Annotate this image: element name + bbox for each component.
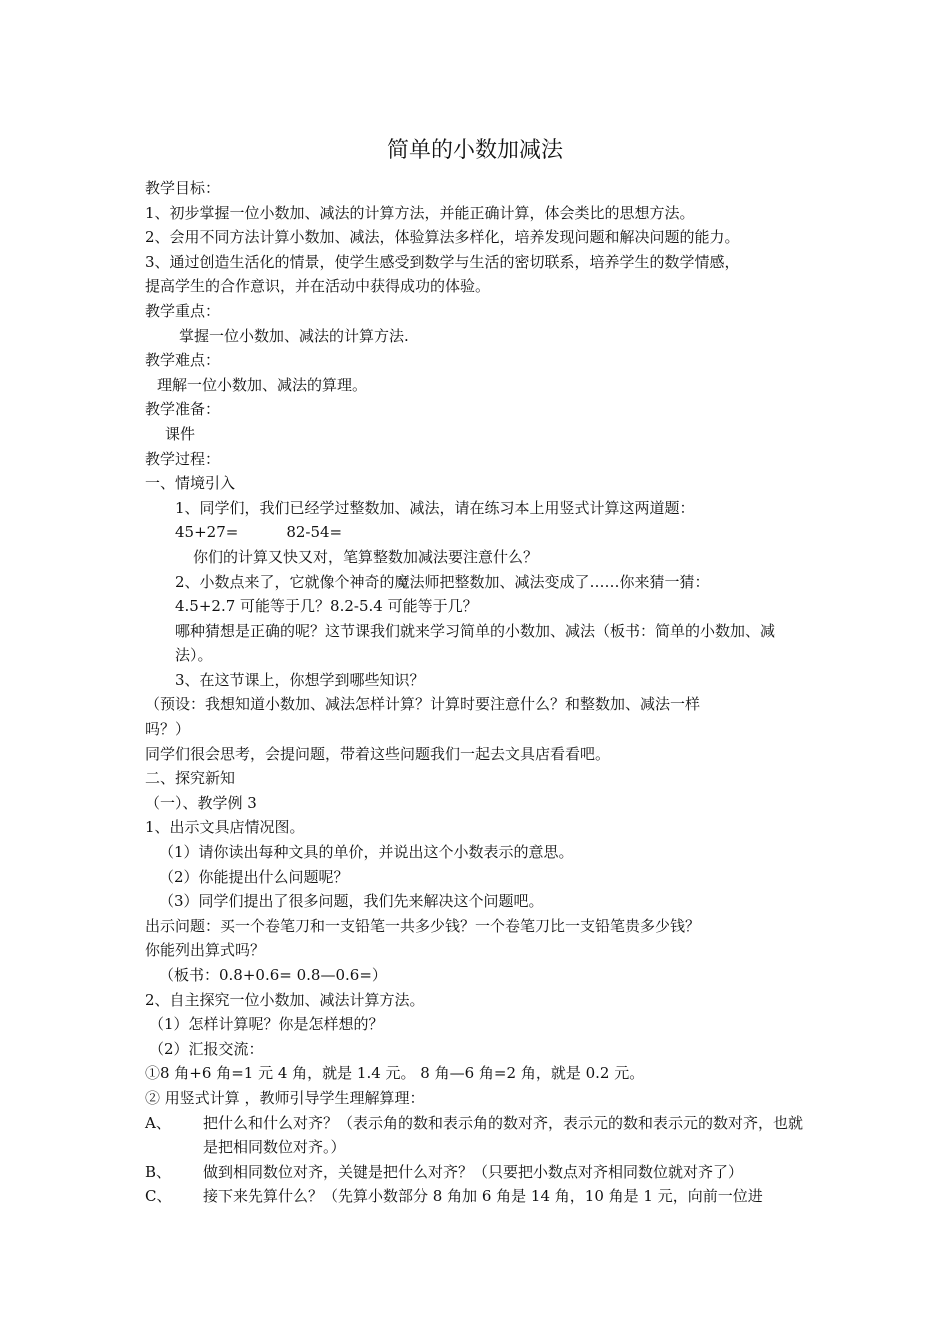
- section-2-item-2: 2、自主探究一位小数加、减法计算方法。: [145, 990, 425, 1009]
- section-2-calc-2: ② 用竖式计算 ，教师引导学生理解算理：: [145, 1088, 425, 1107]
- goal-3-line-1: 3、通过创造生活化的情景，使学生感受到数学与生活的密切联系，培养学生的数学情感，: [145, 252, 740, 271]
- section-2-item-1: 1、出示文具店情况图。: [145, 818, 305, 837]
- section-1-item-3: 3、在这节课上，你想学到哪些知识？: [175, 670, 425, 689]
- list-item-a-key: A、: [145, 1113, 171, 1132]
- section-2-item-1b: （2）你能提出什么问题呢？: [159, 867, 349, 886]
- goal-2: 2、会用不同方法计算小数加、减法，体验算法多样化，培养发现问题和解决问题的能力。: [145, 228, 740, 247]
- section-2-calc-1: ①8 角+6 角=1 元 4 角，就是 1.4 元。 8 角—6 角=2 角，就是 0.2 元。: [145, 1064, 645, 1083]
- section-1-item-2: 2、小数点来了，它就像个神奇的魔法师把整数加、减法变成了……你来猜一猜：: [175, 572, 710, 591]
- list-item-b-text: 做到相同数位对齐，关键是把什么对齐？（只要把小数点对齐相同数位就对齐了）: [203, 1162, 744, 1181]
- section-2-item-1c: （3）同学们提出了很多问题，我们先来解决这个问题吧。: [159, 892, 544, 911]
- list-item-c-key: C、: [145, 1187, 172, 1206]
- expression-row: [145, 520, 810, 545]
- list-item-c-text: 接下来先算什么？（先算小数部分 8 角加 6 角是 14 角，10 角是 1 元，向前一位进: [203, 1187, 763, 1206]
- section-1-preset-line-1: （预设：我想知道小数加、减法怎样计算？计算时要注意什么？和整数加、减法一样: [145, 695, 701, 714]
- section-1-heading: 一、情境引入: [145, 474, 236, 493]
- section-1-question: 你们的计算又快又对，笔算整数加减法要注意什么？: [193, 547, 539, 566]
- heading-process: 教学过程：: [145, 449, 221, 468]
- expression-b: 82-54=: [286, 523, 343, 542]
- list-item-a: [145, 1111, 810, 1160]
- document-title: 简单的小数加减法: [386, 138, 563, 163]
- section-2-item-1a: （1）请你读出每种文具的单价，并说出这个小数表示的意思。: [159, 843, 574, 862]
- section-2-subheading: （一）、教学例 3: [145, 793, 257, 812]
- key-point: 掌握一位小数加、减法的计算方法.: [179, 326, 409, 345]
- section-1-item-2-note: 哪种猜想是正确的呢？这节课我们就来学习简单的小数加、减法（板书：简单的小数加、减法）。: [175, 621, 776, 665]
- list-item-a-text: 把什么和什么对齐？（表示角的数和表示角的数对齐，表示元的数和表示元的数对齐，也就是把相同数位对齐。）: [203, 1113, 804, 1157]
- section-1-item-2-guess: 4.5+2.7 可能等于几？8.2-5.4 可能等于几？: [175, 597, 478, 616]
- section-1-closing: 同学们很会思考，会提问题，带着这些问题我们一起去文具店看看吧。: [145, 744, 611, 763]
- section-1-preset-line-2: 吗？）: [145, 720, 191, 739]
- heading-key-points: 教学重点：: [145, 301, 221, 320]
- section-2-item-2b: （2）汇报交流：: [149, 1039, 264, 1058]
- section-1-item-1: 1、同学们，我们已经学过整数加、减法，请在练习本上用竖式计算这两道题：: [175, 498, 695, 517]
- list-item-b-key: B、: [145, 1162, 172, 1181]
- document-body: [145, 176, 810, 1209]
- heading-difficulties: 教学难点：: [145, 351, 221, 370]
- section-2-question: 出示问题：买一个卷笔刀和一支铅笔一共多少钱？一个卷笔刀比一支铅笔贵多少钱？: [145, 916, 701, 935]
- preparation: 课件: [165, 424, 196, 443]
- section-2-heading: 二、探究新知: [145, 769, 236, 788]
- section-2-item-2a: （1）怎样计算呢？你是怎样想的？: [149, 1015, 384, 1034]
- difficulty: 理解一位小数加、减法的算理。: [157, 375, 368, 394]
- heading-goals: 教学目标：: [145, 179, 221, 197]
- section-2-question-2: 你能列出算式吗？: [145, 941, 266, 960]
- list-item-c: [145, 1184, 810, 1209]
- goal-1: 1、初步掌握一位小数加、减法的计算方法，并能正确计算，体会类比的思想方法。: [145, 203, 695, 222]
- list-item-b: [145, 1160, 810, 1185]
- section-2-board-note: （板书：0.8+0.6= 0.8—0.6=）: [159, 966, 387, 984]
- expression-a: 45+27=: [175, 523, 239, 542]
- goal-3-line-2: 提高学生的合作意识，并在活动中获得成功的体验。: [145, 277, 491, 296]
- heading-preparation: 教学准备：: [145, 400, 221, 419]
